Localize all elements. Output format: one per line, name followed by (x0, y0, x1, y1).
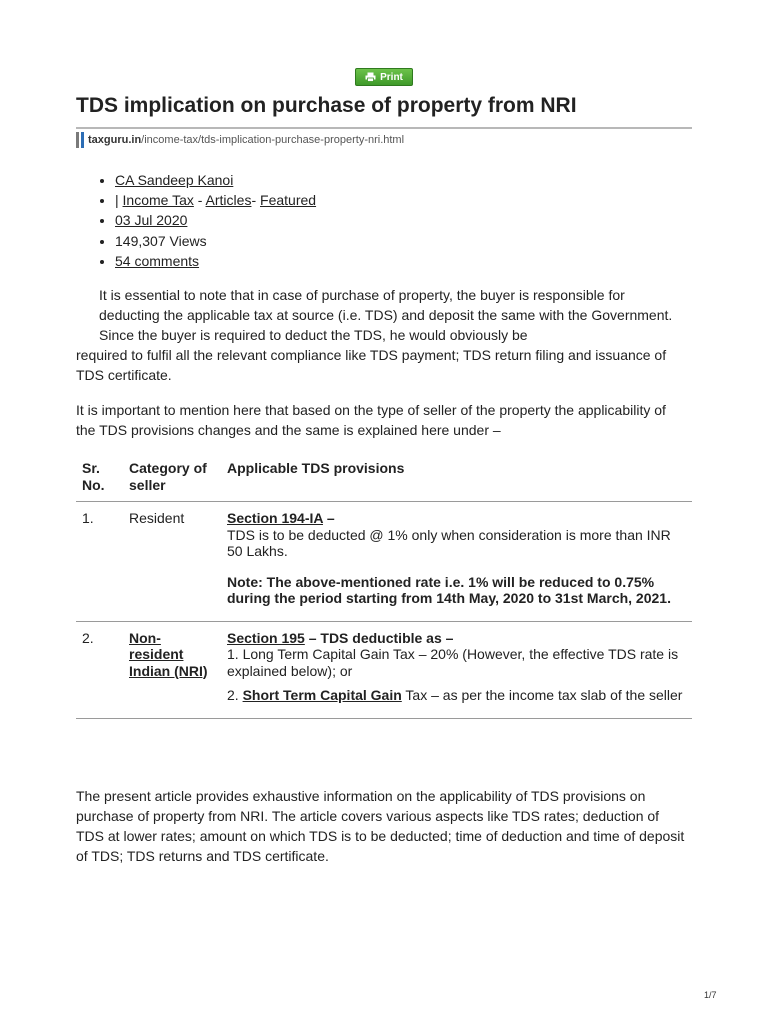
source-bars-icon (76, 132, 84, 148)
list-item (115, 251, 316, 271)
row-provisions (221, 621, 692, 718)
seller-type-paragraph: It is important to mention here that based on the type of seller of the property the applicability of the TDS provisions changes and the same is explained here under – (76, 402, 666, 438)
section-suffix: – (322, 510, 335, 526)
rate-note: Note: The above-mentioned rate i.e. 1% will be reduced to 0.75% during the period starting from 14th May, 2020 to 31st March, 2021. (227, 573, 671, 606)
comments-link[interactable]: 54 comments (115, 252, 200, 269)
print-button[interactable] (355, 68, 413, 86)
list-item (115, 190, 316, 210)
header-category: Category of seller (123, 452, 221, 502)
item-prefix: 2. (227, 687, 243, 703)
list-item (115, 170, 316, 190)
list-item (115, 210, 316, 230)
row-provisions (221, 502, 692, 622)
row-category: Resident (123, 502, 221, 622)
provision-text: TDS is to be deducted @ 1% only when consideration is more than INR 50 Lakhs. (227, 526, 671, 559)
printer-icon (365, 72, 376, 82)
url-path: /income-tax/tds-implication-purchase-property-nri.html (141, 134, 405, 146)
section-suffix: – TDS deductible as – (304, 629, 454, 646)
view-count: 149,307 Views (115, 232, 207, 249)
category-income-tax-link[interactable]: Income Tax (122, 192, 194, 209)
page-number: 1/7 (704, 990, 717, 1000)
source-url[interactable] (76, 132, 404, 148)
category-featured-link[interactable]: Featured (260, 192, 317, 209)
section-195-link[interactable]: Section 195 (227, 629, 305, 646)
row-sr: 1. (76, 502, 123, 622)
category-separator: - (251, 192, 261, 209)
row-category (123, 621, 221, 718)
header-sr-no: Sr. No. (76, 452, 123, 502)
url-domain: taxguru.in (88, 134, 142, 146)
provision-item-1: 1. Long Term Capital Gain Tax – 20% (However, the effective TDS rate is explained below); or (227, 646, 679, 679)
provision-item-2 (227, 687, 686, 704)
row-sr: 2. (76, 621, 123, 718)
table-row (76, 502, 692, 622)
category-prefix: | (115, 192, 123, 209)
stcg-link[interactable]: Short Term Capital Gain (242, 687, 402, 703)
table-header-row (76, 452, 692, 502)
intro-paragraph-line1: It is essential to note that in case of purchase of property, the buyer is responsible for deducting the applicable tax at source (i.e. TDS) and deposit the same with the Government. Since the buyer is required to deduct the TDS, he would obviously be (99, 287, 673, 343)
category-articles-link[interactable]: Articles (205, 192, 252, 209)
section-194ia-link[interactable]: Section 194-IA (227, 510, 323, 526)
date-link[interactable]: 03 Jul 2020 (115, 212, 188, 229)
summary-paragraph: The present article provides exhaustive information on the applicability of TDS provisions on purchase of property from NRI. The article covers various aspects like TDS rates; deduction of TDS at lower rates; amount on which TDS is to be deducted; time of deduction and time of deposit of TDS; TDS returns and TDS certificate. (76, 788, 685, 864)
list-item (115, 231, 316, 251)
author-link[interactable]: CA Sandeep Kanoi (115, 172, 234, 188)
nri-link[interactable]: Non-resident Indian (NRI) (129, 629, 208, 679)
intro-paragraph-line2: required to fulfil all the relevant compliance like TDS payment; TDS return filing and issuance of TDS certificate. (76, 347, 667, 383)
category-separator: - (193, 192, 206, 209)
tds-provisions-table (76, 452, 692, 719)
article-meta-list (97, 170, 316, 271)
print-button-label: Print (380, 71, 403, 83)
table-row (76, 621, 692, 718)
intro-paragraph (76, 285, 688, 385)
article-title: TDS implication on purchase of property from NRI (76, 93, 692, 129)
header-provisions: Applicable TDS provisions (221, 452, 692, 502)
item-suffix: Tax – as per the income tax slab of the seller (401, 687, 683, 703)
